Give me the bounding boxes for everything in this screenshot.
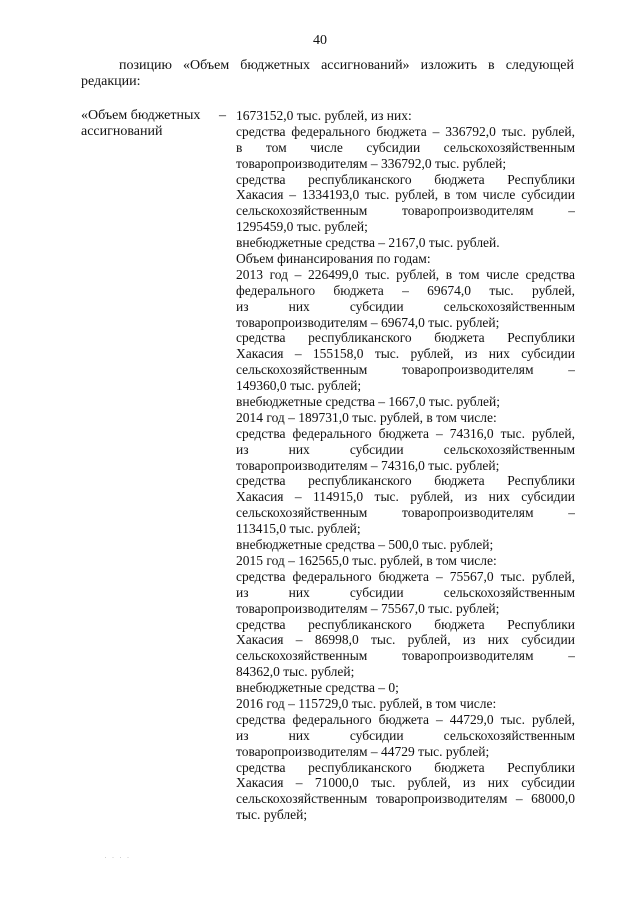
text-line: сельскохозяйственным товаропроизводителям –	[236, 362, 575, 378]
text-line: внебюджетные средства – 500,0 тыс. рублей;	[236, 537, 494, 553]
text-line: средства республиканского бюджета Республики	[236, 473, 575, 489]
label-line: «Объем бюджетных	[81, 108, 201, 123]
text-line: товаропроизводителям – 75567,0 тыс. рублей;	[236, 600, 500, 616]
text-line: внебюджетные средства – 2167,0 тыс. рублей.	[236, 235, 500, 251]
text-line: из них субсидии сельскохозяйственным	[236, 298, 575, 314]
text-line: 2013 год – 226499,0 тыс. рублей, в том числе средства	[236, 266, 575, 282]
faint-stamp-mark: · · · ·	[104, 852, 131, 862]
budget-allocation-text	[236, 108, 575, 823]
text-line: Хакасия – 114915,0 тыс. рублей, из них субсидии	[236, 489, 575, 505]
intro-line: позицию «Объем бюджетных ассигнований» изложить в следующей	[119, 58, 574, 73]
text-line: 149360,0 тыс. рублей;	[236, 378, 362, 394]
text-line: средства федерального бюджета – 44729,0 тыс. рублей,	[236, 711, 575, 727]
text-line: сельскохозяйственным товаропроизводителям – 68000,0	[236, 791, 575, 807]
text-line: сельскохозяйственным товаропроизводителям –	[236, 648, 575, 664]
text-line: Хакасия – 86998,0 тыс. рублей, из них субсидии	[236, 632, 575, 648]
text-line: в том числе субсидии сельскохозяйственным	[236, 139, 575, 155]
text-line: федерального бюджета – 69674,0 тыс. рублей,	[236, 282, 575, 298]
position-label	[81, 108, 231, 140]
text-line: средства республиканского бюджета Республики	[236, 759, 575, 775]
text-line: 2014 год – 189731,0 тыс. рублей, в том числе:	[236, 409, 497, 425]
text-line: товаропроизводителям – 44729 тыс. рублей;	[236, 743, 490, 759]
label-dash: –	[219, 108, 226, 123]
text-line: внебюджетные средства – 0;	[236, 680, 399, 696]
text-line: средства республиканского бюджета Республики	[236, 616, 575, 632]
text-line: товаропроизводителям – 336792,0 тыс. рублей;	[236, 155, 507, 171]
text-line: средства федерального бюджета – 336792,0 тыс. рублей,	[236, 123, 575, 139]
text-line: из них субсидии сельскохозяйственным	[236, 727, 575, 743]
text-line: 1295459,0 тыс. рублей;	[236, 219, 368, 235]
text-line: Объем финансирования по годам:	[236, 251, 431, 267]
text-line: 2016 год – 115729,0 тыс. рублей, в том числе:	[236, 695, 497, 711]
text-line: средства федерального бюджета – 74316,0 тыс. рублей,	[236, 425, 575, 441]
text-line: товаропроизводителям – 69674,0 тыс. рублей;	[236, 314, 500, 330]
text-line: средства республиканского бюджета Республики	[236, 330, 575, 346]
text-line: сельскохозяйственным товаропроизводителям –	[236, 203, 575, 219]
text-line: Хакасия – 155158,0 тыс. рублей, из них субсидии	[236, 346, 575, 362]
label-line: ассигнований	[81, 124, 163, 139]
text-line: 113415,0 тыс. рублей;	[236, 521, 361, 537]
text-line: товаропроизводителям – 74316,0 тыс. рублей;	[236, 457, 500, 473]
text-line: 2015 год – 162565,0 тыс. рублей, в том числе:	[236, 552, 497, 568]
text-line: из них субсидии сельскохозяйственным	[236, 584, 575, 600]
text-line: Хакасия – 1334193,0 тыс. рублей, в том числе субсидии	[236, 187, 575, 203]
text-line: тыс. рублей;	[236, 807, 308, 823]
intro-paragraph	[81, 58, 574, 90]
text-line: Хакасия – 71000,0 тыс. рублей, из них субсидии	[236, 775, 575, 791]
text-line: сельскохозяйственным товаропроизводителям –	[236, 505, 575, 521]
page-number: 40	[313, 33, 327, 48]
text-line: из них субсидии сельскохозяйственным	[236, 441, 575, 457]
intro-line: редакции:	[81, 74, 141, 89]
text-line: 1673152,0 тыс. рублей, из них:	[236, 108, 412, 123]
text-line: 84362,0 тыс. рублей;	[236, 664, 355, 680]
text-line: средства республиканского бюджета Республики	[236, 171, 575, 187]
text-line: внебюджетные средства – 1667,0 тыс. рублей;	[236, 394, 501, 410]
text-line: средства федерального бюджета – 75567,0 тыс. рублей,	[236, 568, 575, 584]
